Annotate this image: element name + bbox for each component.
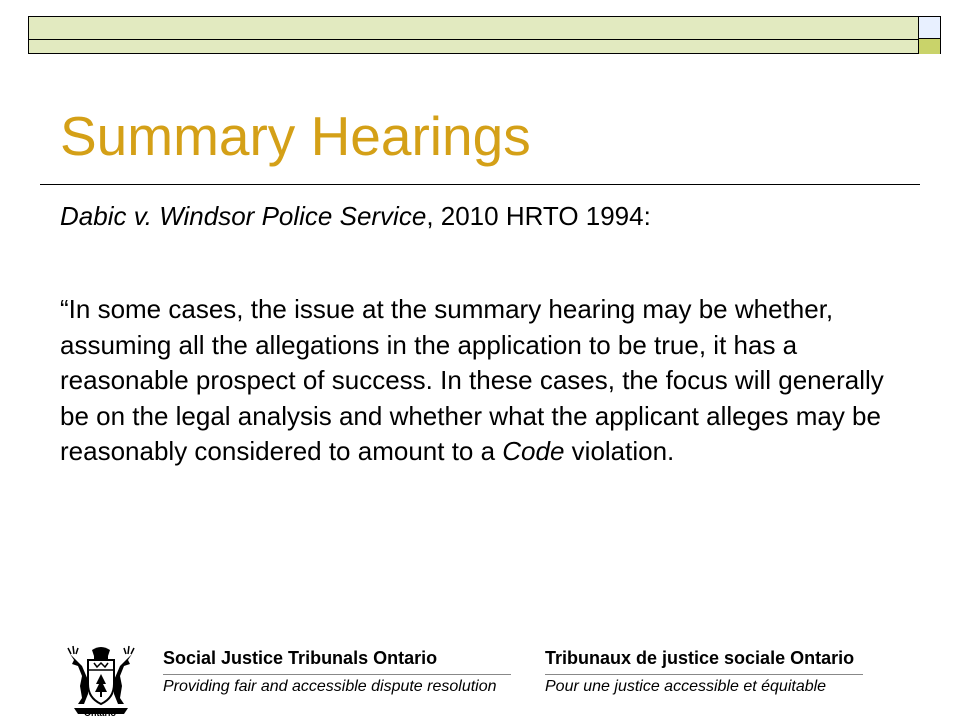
org-divider-fr bbox=[545, 674, 863, 675]
case-quote bbox=[60, 292, 910, 470]
quote-text-part1: “In some cases, the issue at the summary hearing may be whether, assuming all the allegations in the application to be true, it has a reasonable prospect of success. In these cases, the focus will generally be on the legal analysis and whether what the applicant alleges may be reasonably considered to amount to a bbox=[60, 294, 884, 466]
quote-text-part2: violation. bbox=[564, 436, 675, 466]
case-reference: , 2010 HRTO 1994: bbox=[426, 201, 651, 231]
org-name-en: Social Justice Tribunals Ontario bbox=[163, 648, 438, 668]
org-name-fr: Tribunaux de justice sociale Ontario bbox=[545, 648, 855, 668]
tagline-en: Providing fair and accessible dispute resolution bbox=[163, 678, 497, 695]
header-band bbox=[28, 16, 941, 54]
header-band-corner-box bbox=[918, 17, 940, 39]
case-name: Dabic v. Windsor Police Service bbox=[60, 201, 427, 231]
tagline-fr: Pour une justice accessible et équitable bbox=[545, 678, 827, 695]
title-divider bbox=[40, 184, 920, 185]
header-band-bottom-row bbox=[29, 39, 918, 54]
header-band-accent-box bbox=[918, 39, 940, 54]
case-citation bbox=[60, 198, 910, 234]
quote-code-word: Code bbox=[502, 436, 565, 466]
org-divider-en bbox=[163, 674, 511, 675]
slide-title: Summary Hearings bbox=[60, 105, 531, 167]
crest-label: Ontario bbox=[84, 708, 117, 718]
footer bbox=[0, 630, 960, 720]
header-band-top-row bbox=[29, 17, 918, 40]
